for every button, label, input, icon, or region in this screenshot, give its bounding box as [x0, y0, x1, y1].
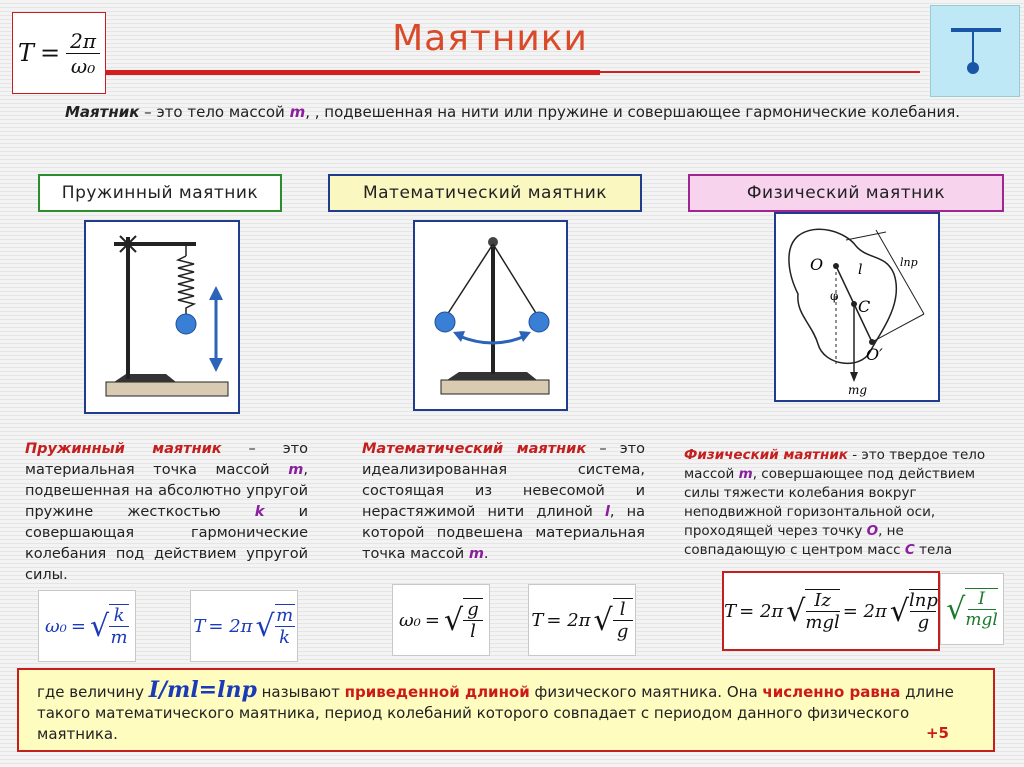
f4-num: l — [619, 599, 626, 620]
length-l-label: l — [858, 262, 863, 278]
point-o2-label: O′ — [866, 345, 883, 364]
sqrt-icon: √ — [889, 593, 909, 629]
f5-eq2: = 2π — [842, 600, 887, 622]
sqrt-icon: √ — [946, 591, 966, 627]
score-badge: +5 — [925, 724, 949, 742]
spring-desc-t3: и совершающая гармонические колебания под действием упругой силы. — [25, 504, 308, 583]
length-lpr-label: lпр — [900, 256, 918, 269]
f2-fraction — [275, 604, 295, 648]
phys-desc-m: m — [738, 466, 753, 482]
math-description — [362, 439, 645, 565]
math-desc-t1: – это идеализированная система, состоящая из невесомой и нерастяжимой нити длиной — [362, 441, 645, 520]
intro-term: Маятник — [64, 103, 140, 121]
spring-desc-m: m — [288, 462, 304, 478]
f4-eq: = 2π — [546, 609, 591, 631]
pendulum-thumbnail — [930, 5, 1020, 97]
label-physical-text: Физический маятник — [746, 183, 946, 203]
f3-num: g — [467, 599, 479, 620]
sqrt-icon: √ — [593, 602, 613, 638]
f5-num2: lпр — [908, 590, 938, 611]
f3-eq: = — [424, 609, 440, 631]
label-math-text: Математический маятник — [362, 183, 608, 203]
corner-den: ω₀ — [70, 53, 96, 78]
f4-den: g — [616, 621, 629, 642]
pendulum-thumbnail-icon — [931, 6, 1019, 96]
f5-fraction1 — [805, 589, 839, 633]
formula-spring-period — [190, 590, 298, 662]
f1-den: m — [110, 627, 128, 648]
f2-eq: = 2π — [208, 615, 253, 637]
point-o-label: O — [810, 255, 824, 274]
phys-desc-t1: - это твердое тело массой — [684, 447, 986, 482]
spring-desc-k: k — [254, 504, 265, 520]
formula-math-omega — [392, 584, 490, 656]
label-physical-pendulum — [688, 174, 1004, 212]
phys-desc-t2: , совершающее под действием силы тяжести колебания вокруг неподвижной горизонтальной оси, проходящей через точку — [684, 466, 976, 539]
f3-lhs: ω₀ — [398, 609, 421, 631]
physical-description — [684, 446, 994, 560]
corner-formula-eq: = — [39, 39, 61, 67]
sqrt-icon: √ — [255, 608, 275, 644]
formula-spring-omega — [38, 590, 136, 662]
page-title: Маятники — [392, 18, 588, 59]
f1-num: k — [113, 605, 125, 626]
force-mg-label: mg — [848, 383, 868, 397]
label-spring-text: Пружинный маятник — [61, 183, 259, 203]
spring-desc-t2: , подвешенная на абсолютно упругой пружине жесткостью — [25, 462, 308, 520]
f6-fraction — [965, 588, 997, 630]
point-c-label: C — [858, 297, 871, 316]
f5-den2: g — [917, 612, 930, 633]
spring-desc-t1: – это материальная точка массой — [25, 441, 308, 478]
physical-pendulum-figure — [774, 212, 940, 402]
f5-den1: mgl — [805, 612, 840, 633]
physical-pendulum-drawing — [776, 214, 938, 400]
f2-num: m — [276, 605, 294, 626]
note-t3: физического маятника. Она — [529, 683, 763, 701]
label-spring-pendulum — [38, 174, 282, 212]
f6-den: mgl — [965, 610, 998, 630]
f2-den: k — [279, 627, 291, 648]
f4-fraction — [613, 598, 633, 642]
f5-eq: = 2π — [739, 600, 784, 622]
f3-den: l — [470, 621, 476, 642]
f3-fraction — [463, 598, 483, 642]
corner-formula-lhs: T — [17, 39, 34, 67]
sqrt-icon: √ — [786, 593, 806, 629]
title-underline-thin — [600, 71, 920, 73]
f5-fraction2 — [909, 589, 938, 633]
reduced-length-note — [17, 668, 995, 752]
formula-physical-period — [722, 571, 940, 651]
sqrt-icon: √ — [443, 602, 464, 638]
f1-fraction — [109, 604, 129, 648]
math-pendulum-drawing — [415, 222, 566, 409]
f2-lhs: T — [193, 615, 206, 637]
spring-pendulum-drawing — [86, 222, 238, 412]
math-pendulum-figure — [413, 220, 568, 411]
phys-desc-t4: тела — [914, 542, 953, 558]
note-t1: где величину — [37, 683, 149, 701]
f6-num: I — [978, 589, 985, 609]
intro-dash: – это тело массой — [139, 103, 290, 121]
title-underline — [105, 70, 600, 75]
formula-math-period — [528, 584, 636, 656]
math-desc-name: Математический маятник — [362, 441, 587, 457]
phys-desc-o: О — [866, 523, 879, 539]
math-desc-t3: . — [483, 546, 489, 562]
f5-num1: Iz — [814, 590, 831, 611]
note-t2: называют — [256, 683, 345, 701]
sqrt-icon: √ — [89, 608, 110, 644]
spring-description — [25, 439, 308, 586]
intro-rest: , , подвешенная на нити или пружине и совершающее гармонические колебания. — [305, 103, 961, 121]
spring-pendulum-figure — [84, 220, 240, 414]
phys-desc-t3: , не совпадающую с центром масс — [684, 523, 905, 558]
corner-num: 2π — [70, 28, 96, 53]
formula-physical-extra — [940, 573, 1004, 645]
f1-eq: = — [70, 615, 86, 637]
note-formula: I/ml=lпр — [148, 677, 257, 703]
angle-phi-label: φ — [830, 289, 839, 303]
intro-mass: m — [289, 103, 306, 121]
note-t4: длине такого математического маятника, период колебаний которого совпадает с периодом данного физического маятника. — [37, 683, 954, 743]
phys-desc-name: Физический маятник — [684, 447, 848, 463]
intro-definition — [40, 102, 985, 123]
f5-lhs: T — [724, 600, 737, 622]
label-math-pendulum — [328, 174, 642, 212]
f4-lhs: T — [531, 609, 544, 631]
note-bold2: численно равна — [762, 683, 901, 701]
note-bold1: приведенной длиной — [344, 683, 530, 701]
math-desc-l: l — [604, 504, 610, 520]
f1-lhs: ω₀ — [44, 615, 67, 637]
math-desc-t2: , на которой подвешена материальная точка массой — [362, 504, 645, 562]
spring-desc-name: Пружинный маятник — [25, 441, 222, 457]
math-desc-m: m — [468, 546, 484, 562]
phys-desc-c: С — [904, 542, 915, 558]
